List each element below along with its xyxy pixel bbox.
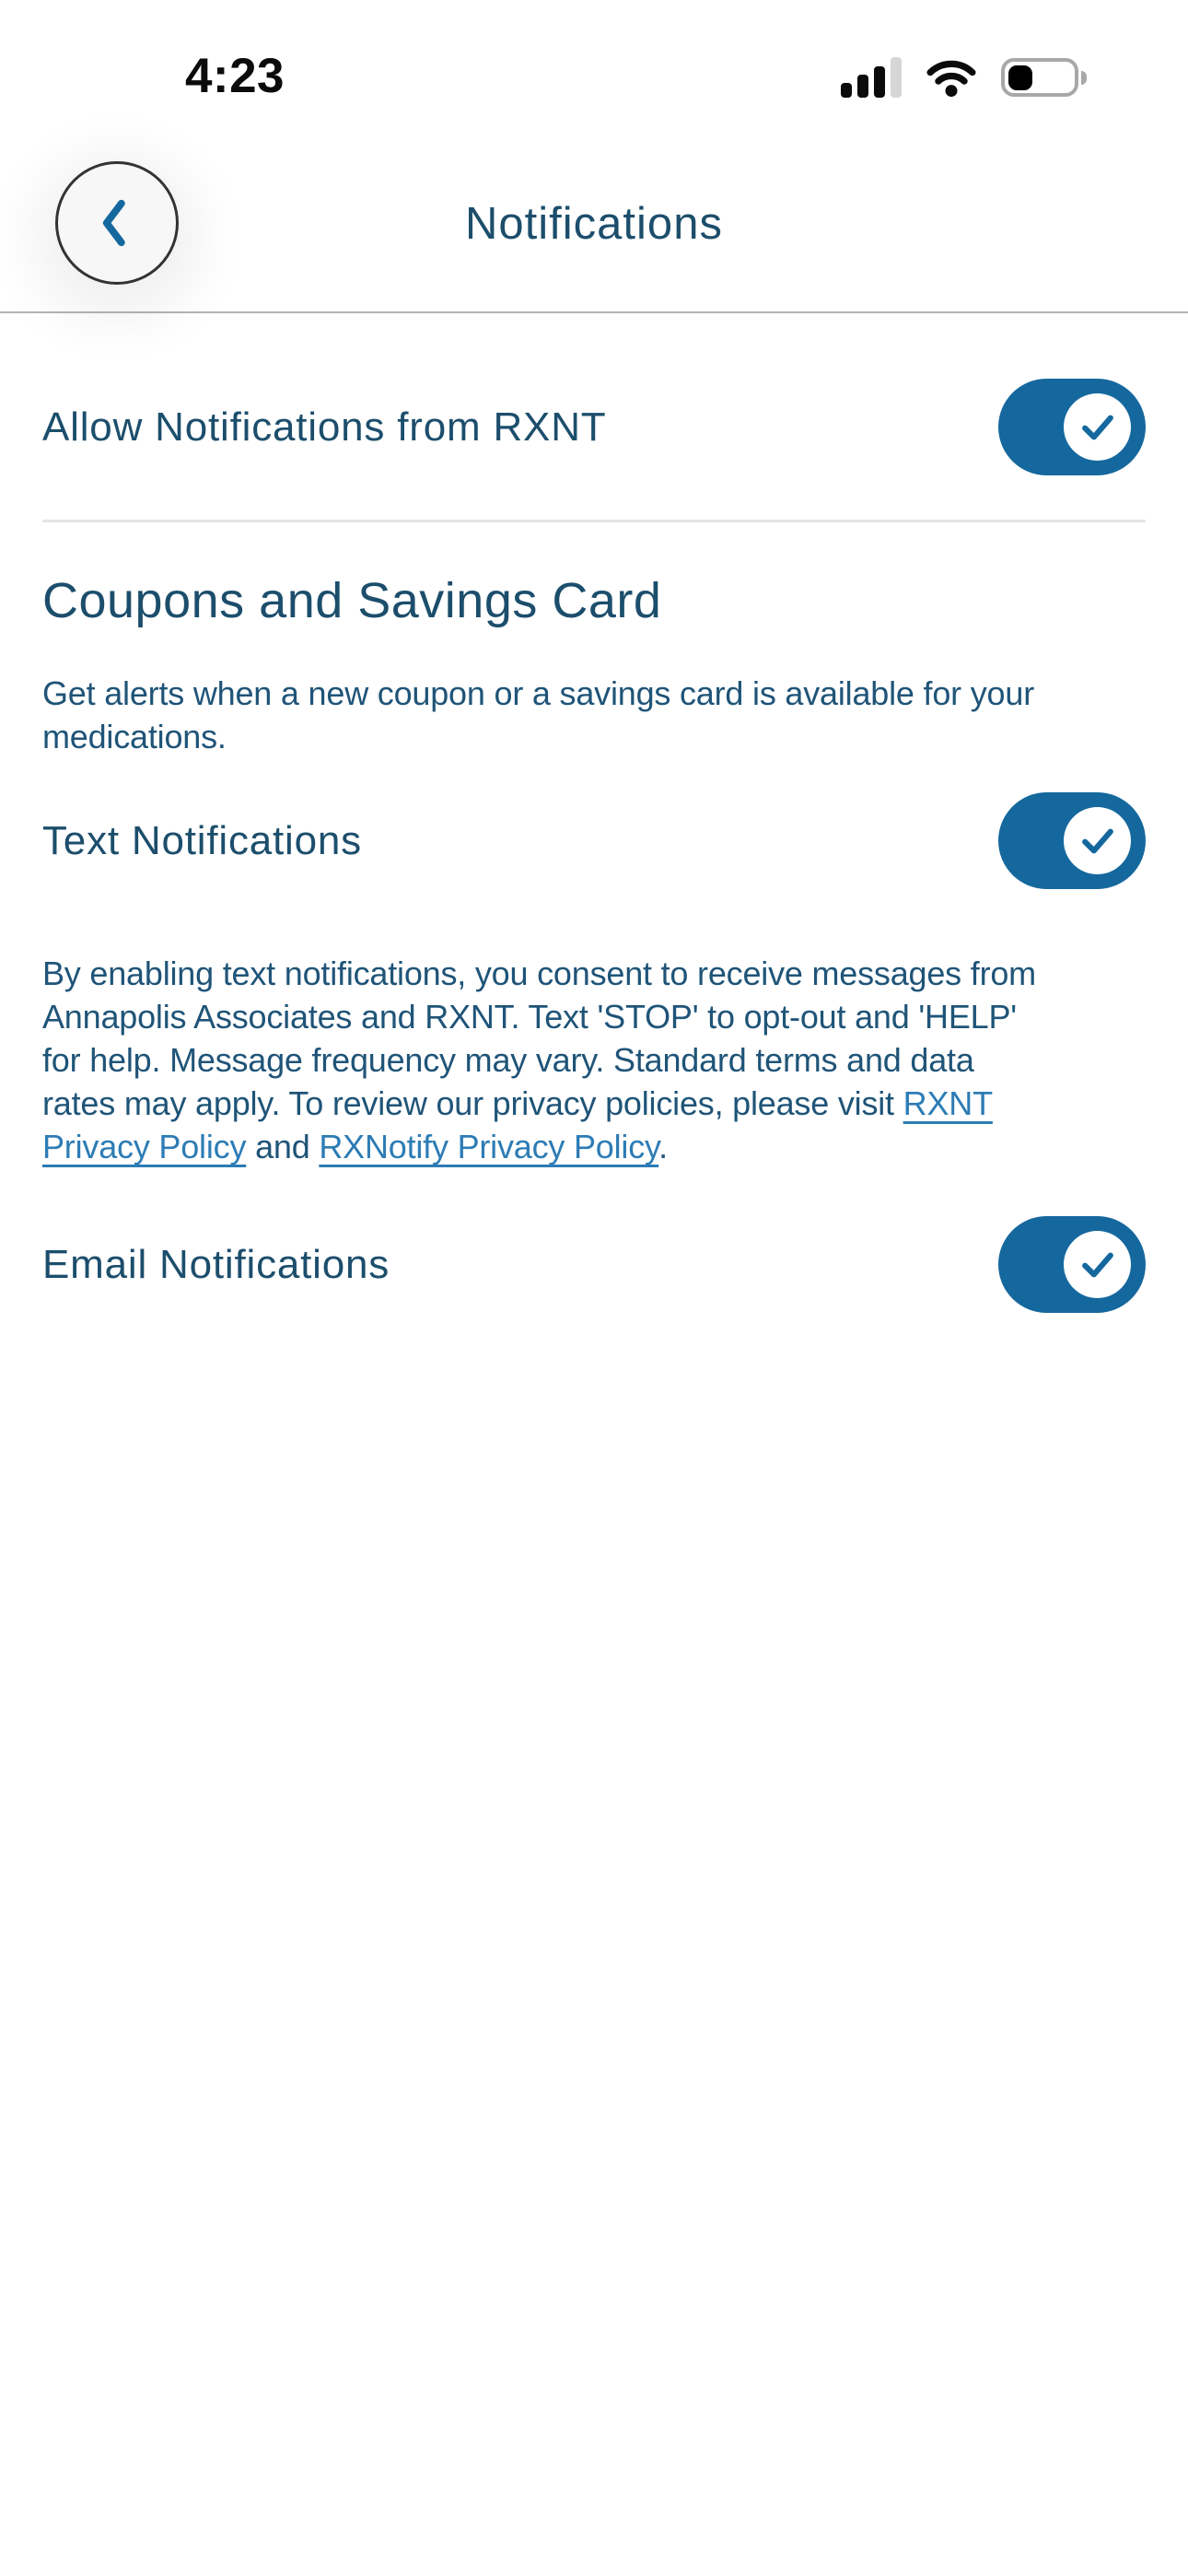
- text-segment: By enabling text notifications, you consent to receive messages from: [42, 954, 1036, 992]
- rxnotify-privacy-policy-link[interactable]: RXNotify Privacy Policy: [319, 1128, 659, 1165]
- coupons-section-description: [42, 672, 1146, 758]
- status-bar: [0, 0, 1188, 138]
- check-icon: [1078, 825, 1117, 858]
- text-notifications-row: [42, 792, 1146, 889]
- text-line: [42, 995, 1146, 1038]
- email-notifications-toggle[interactable]: [998, 1216, 1146, 1313]
- rxnt-privacy-policy-link[interactable]: Privacy Policy: [42, 1128, 247, 1165]
- text-segment: for help. Message frequency may vary. Standard terms and data: [42, 1041, 974, 1079]
- text-line: [42, 1082, 1146, 1125]
- toggle-knob: [1064, 393, 1131, 461]
- email-notifications-label: Email Notifications: [42, 1241, 390, 1287]
- wifi-icon: [926, 57, 977, 98]
- allow-notifications-toggle[interactable]: [998, 379, 1146, 475]
- section-divider: [42, 520, 1146, 522]
- text-line: [42, 672, 1146, 715]
- content: [0, 315, 1188, 1313]
- toggle-knob: [1064, 1231, 1131, 1298]
- text-line: [42, 952, 1146, 995]
- allow-notifications-row: [42, 379, 1146, 475]
- text-notifications-label: Text Notifications: [42, 817, 362, 863]
- text-line: [42, 1125, 1146, 1168]
- page-title: Notifications: [465, 199, 723, 249]
- check-icon: [1078, 1248, 1117, 1282]
- check-icon: [1078, 411, 1117, 444]
- cellular-signal-icon: [841, 57, 902, 98]
- email-notifications-row: [42, 1216, 1146, 1313]
- text-segment: Annapolis Associates and RXNT. Text 'STOP' to opt-out and 'HELP': [42, 998, 1017, 1036]
- status-time: 4:23: [184, 49, 285, 103]
- battery-icon: [1001, 57, 1087, 98]
- sms-consent-paragraph: [42, 952, 1146, 1168]
- text-segment: medications.: [42, 718, 227, 755]
- text-segment: rates may apply. To review our privacy policies, please visit: [42, 1084, 903, 1122]
- status-icons: [841, 57, 1087, 98]
- text-segment: and: [246, 1128, 320, 1165]
- rxnt-privacy-policy-link[interactable]: RXNT: [903, 1084, 993, 1122]
- text-segment: .: [658, 1128, 668, 1165]
- text-line: [42, 1038, 1146, 1082]
- text-notifications-toggle[interactable]: [998, 792, 1146, 889]
- header: [0, 138, 1188, 313]
- text-segment: Get alerts when a new coupon or a savings card is available for your: [42, 674, 1034, 712]
- allow-notifications-label: Allow Notifications from RXNT: [42, 404, 607, 450]
- text-line: [42, 715, 1146, 758]
- coupons-section-heading: Coupons and Savings Card: [42, 573, 662, 628]
- toggle-knob: [1064, 807, 1131, 874]
